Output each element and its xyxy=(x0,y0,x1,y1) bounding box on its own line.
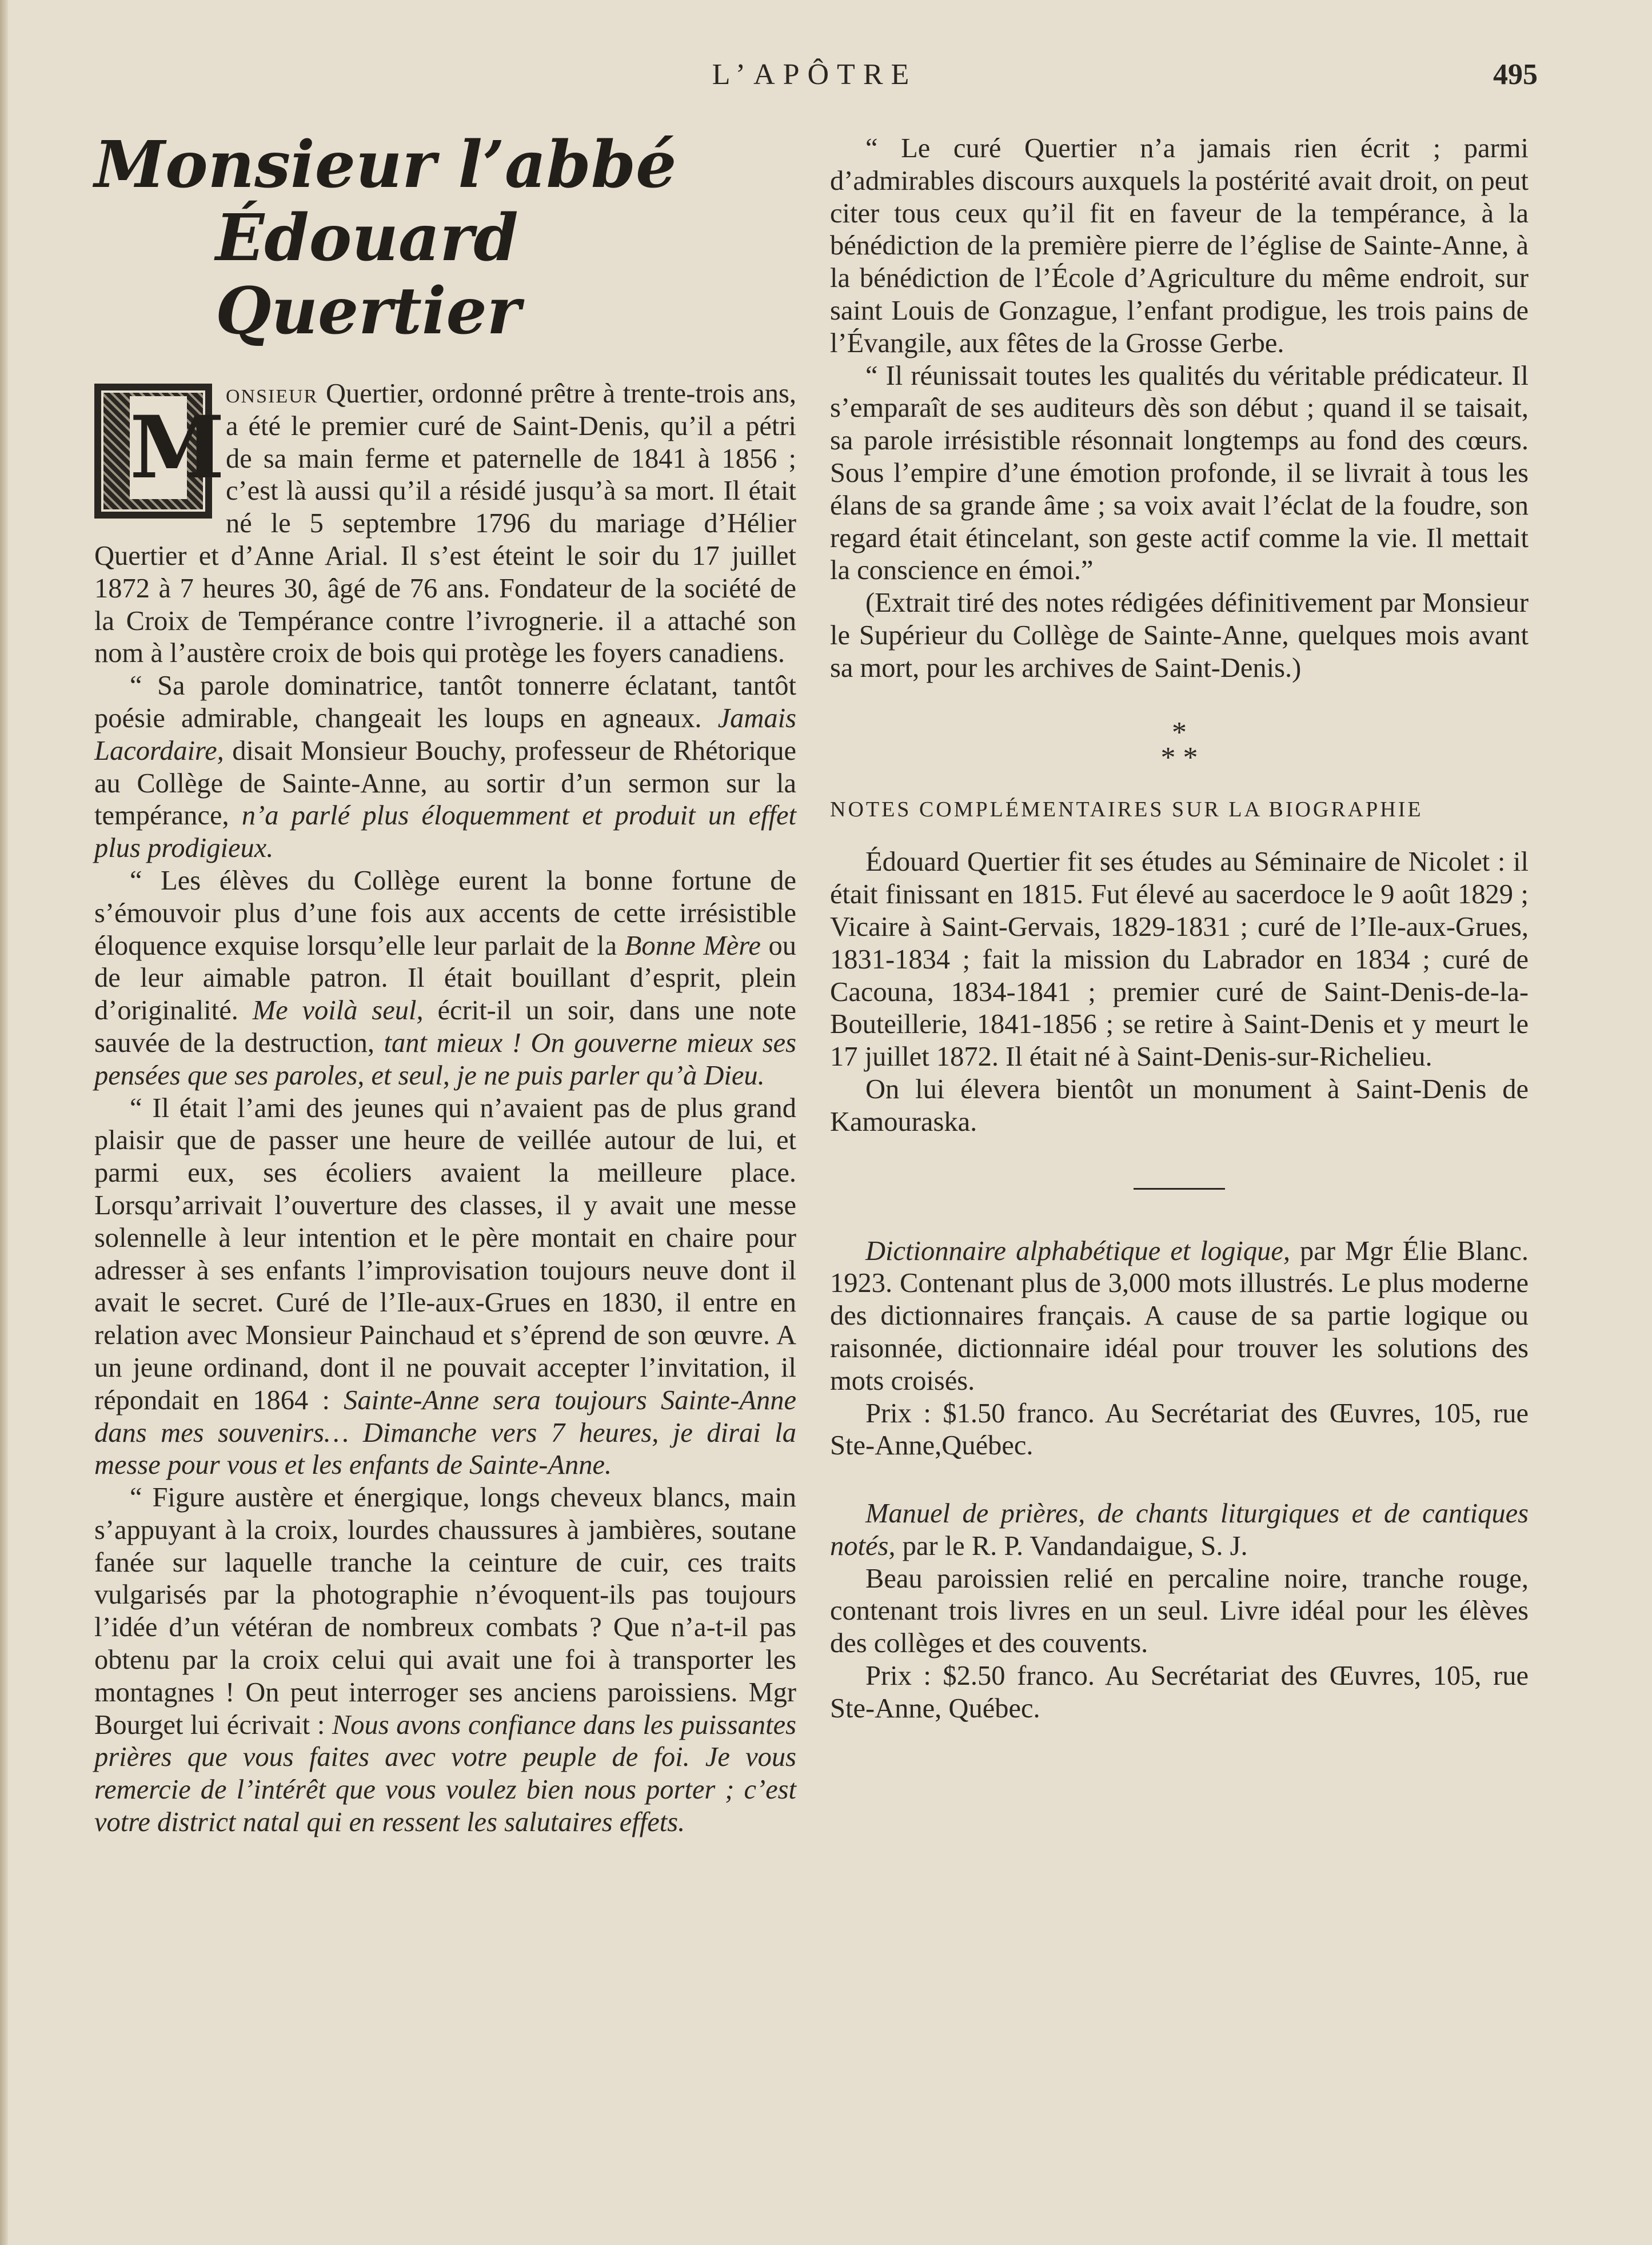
text-run: “ Il était l’ami des jeunes qui n’avaient pas de plus grand plaisir que de passer une heure de veillée autour de lui, et parmi eux, ses écoliers avaient la meilleure place. Lorsqu’arrivait l’ouverture des classes, il y avait une messe solennelle à leur intention et le père montait en chaire pour adresser à ses enfants l’improvisation toujours neuve dont il avait le secret. Curé de l’Ile-aux-Grues en 1830, il entre en relation avec Monsieur Painchaud et s’éprend de son œuvre. A un jeune ordinand, dont il ne pouvait accepter l’invitation, il répondait en 1864 : xyxy=(94,1092,796,1415)
notice-title: Manuel de prières, de chants liturgiques et de cantiques notés, xyxy=(830,1498,1529,1561)
text-run: “ Les élèves du Collège eurent la bonne fortune de s’émouvoir plus d’une fois aux accents de cette irrésistible éloquence exquise lorsqu’elle leur parlait de la xyxy=(94,865,796,961)
notice-dictionary-price: Prix : $1.50 franco. Au Secrétariat des Œuvres, 105, rue Ste-Anne,Québec. xyxy=(830,1398,1529,1461)
lead-word: onsieur xyxy=(226,378,318,409)
text-run: disait Monsieur Bouchy, professeur de Rhétorique au Collège de Sainte-Anne, au sortir d’un sermon sur la tempérance, xyxy=(94,735,796,831)
spacer xyxy=(830,1462,1529,1498)
paragraph-youth xyxy=(94,1092,796,1482)
paragraph-eloquence xyxy=(94,670,796,865)
lead-paragraph-text: Quertier, ordonné prêtre à trente-trois ans, a été le premier curé de Saint-Denis, qu’il a pétri de sa main ferme et paternelle de 1841 à 1856 ; c’est là aussi qu’il a résidé jusqu’à sa mort. Il était né le 5 septembre 1796 du mariage d’Hélier Quertier et d’Anne Arial. Il s’est éteint le soir du 17 juillet 1872 à 7 heures 30, âgé de 76 ans. Fondateur de la société de la Croix de Tempérance contre l’ivrognerie. il a attaché son nom à l’austère croix de bois qui protège les foyers canadiens. xyxy=(94,378,796,669)
italic-run: Jamais Lacordaire, xyxy=(94,703,796,766)
italic-run: tant mieux ! On gouverne mieux ses pensées que ses paroles, et seul, je ne puis parler qu’à Dieu. xyxy=(94,1027,796,1091)
notice-body: par Mgr Élie Blanc. 1923. Contenant plus de 3,000 mots illustrés. Le plus moderne des dictionnaires français. A cause de sa partie logique ou raisonnée, dictionnaire idéal pour trouver les solutions des mots croisés. xyxy=(830,1235,1529,1396)
italic-run: Sainte-Anne sera toujours Sainte-Anne dans mes souvenirs… Dimanche vers 7 heures, je dirai la messe pour vous et les enfants de Sainte-Anne. xyxy=(94,1385,796,1481)
paragraph-preacher: “ Il réunissait toutes les qualités du véritable prédicateur. Il s’emparaît de ses auditeurs dès son début ; quand il se taisait, sa parole irrésistible résonnait longtemps au fond des cœurs. Sous l’empire d’une émotion profonde, il se livrait à tous les élans de sa grande âme ; sa voix avait l’éclat de la foudre, son regard était étincelant, son geste actif comme la vie. Il mettait la conscience en émoi.” xyxy=(830,360,1529,586)
paragraph-students xyxy=(94,865,796,1092)
drop-cap-letter: M xyxy=(130,397,225,498)
italic-run: Me voilà seul, xyxy=(252,995,424,1026)
asterism-divider xyxy=(830,716,1529,774)
lead-paragraph xyxy=(94,378,796,670)
article-title xyxy=(94,129,796,348)
title-line-1: Monsieur l’abbé xyxy=(94,127,677,202)
paragraph-source-note: (Extrait tiré des notes rédigées définitivement par Monsieur le Supérieur du Collège de Sainte-Anne, quelques mois avant sa mort, pour les archives de Saint-Denis.) xyxy=(830,588,1529,683)
paragraph-figure xyxy=(94,1482,796,1839)
text-run: “ Sa parole dominatrice, tantôt tonnerre éclatant, tantôt poésie admirable, changeait les loups en agneaux. xyxy=(94,671,796,733)
notes-heading: NOTES COMPLÉMENTAIRES SUR LA BIOGRAPHIE xyxy=(830,797,1423,822)
text-run: écrit-il un soir, dans une note sauvée de la destruction, xyxy=(94,995,796,1058)
page-spine-edge xyxy=(0,0,8,2245)
journal-name: L’APÔTRE xyxy=(712,58,917,91)
text-run: ou de leur aimable patron. Il était bouillant d’esprit, plein d’originalité. xyxy=(94,930,797,1026)
section-rule xyxy=(1134,1188,1225,1190)
asterism-bottom: * * xyxy=(1160,741,1198,774)
title-line-2: Édouard Quertier xyxy=(216,201,521,349)
notice-dictionary xyxy=(830,1235,1529,1398)
notes-paragraph-monument: On lui élevera bientôt un monument à Saint-Denis de Kamouraska. xyxy=(830,1074,1529,1137)
ornamental-drop-cap xyxy=(94,384,225,519)
paragraph-discourses: “ Le curé Quertier n’a jamais rien écrit ; parmi d’admirables discours auxquels la postérité avait droit, on peut citer tous ceux qu’il fit en faveur de la tempérance, à la bénédiction de la première pierre de l’église de Sainte-Anne, à la bénédiction de l’École d’Agriculture du même endroit, sur saint Louis de Gonzague, l’enfant prodigue, les trois pains de l’Évangile, aux fêtes de la Grosse Gerbe. xyxy=(830,133,1529,358)
notice-title: Dictionnaire alphabétique et logique, xyxy=(865,1235,1291,1266)
notice-prayer-manual xyxy=(830,1498,1529,1563)
italic-run: Nous avons confiance dans les puissantes prières que vous faites avec votre peuple de foi. Je vous remercie de l’intérêt que vous voulez bien nous porter ; c’est votre district natal qui en ressent les salutaires effets. xyxy=(94,1709,796,1838)
right-column xyxy=(830,133,1529,1725)
asterism-top: * xyxy=(1172,716,1187,749)
text-run: “ Figure austère et énergique, longs cheveux blancs, main s’appuyant à la croix, lourdes chaussures à jambières, soutane fanée sur laquelle tranche la ceinture de cuir, ces traits vulgarisés par la photographie n’évoquent-ils pas toujours l’idée d’un vétéran de nombreux combats ? Que n’a-t-il pas obtenu par la croix celui qui avait une foi à transporter les montagnes ! On peut interroger ses anciens paroissiens. Mgr Bourget lui écrivait : xyxy=(94,1482,796,1740)
left-column xyxy=(94,129,796,1839)
notes-paragraph-career: Édouard Quertier fit ses études au Séminaire de Nicolet : il était finissant en 1815. Fut élevé au sacerdoce le 9 août 1829 ; Vicaire à Saint-Gervais, 1829-1831 ; curé de l’Ile-aux-Grues, 1831-1834 ; fait la mission du Labrador en 1834 ; curé de Cacouna, 1834-1841 ; premier curé de Saint-Denis-de-la-Bouteillerie, 1841-1856 ; se retire à Saint-Denis et y meurt le 17 juillet 1872. Il était né à Saint-Denis-sur-Richelieu. xyxy=(830,847,1529,1072)
page-number: 495 xyxy=(1493,58,1538,91)
italic-run: n’a parlé plus éloquemment et produit un effet plus prodigieux. xyxy=(94,800,796,864)
notice-author: par le R. P. Vandandaigue, S. J. xyxy=(895,1530,1248,1561)
italic-run: Bonne Mère xyxy=(624,930,761,961)
notice-prayer-body: Beau paroissien relié en percaline noire, tranche rouge, contenant trois livres en un seul. Livre idéal pour les élèves des collèges et des couvents. xyxy=(830,1563,1529,1659)
notice-prayer-price: Prix : $2.50 franco. Au Secrétariat des Œuvres, 105, rue Ste-Anne, Québec. xyxy=(830,1661,1529,1724)
running-header xyxy=(91,54,1538,100)
